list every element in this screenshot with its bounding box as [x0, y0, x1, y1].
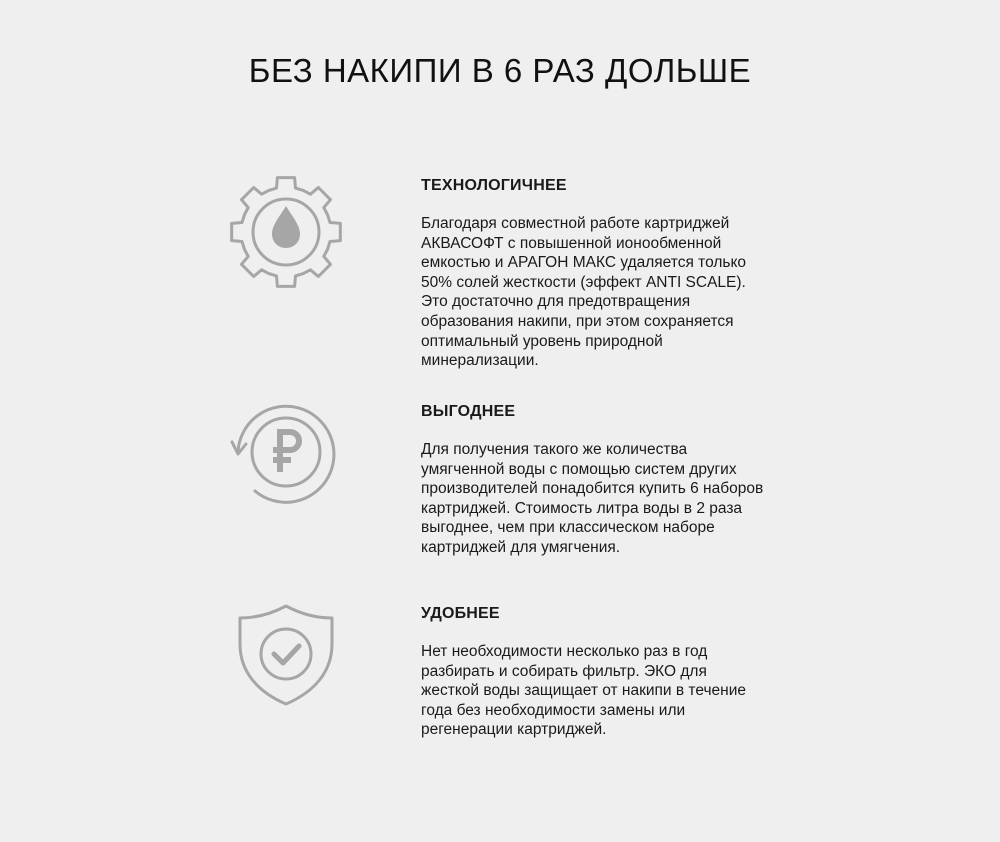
feature-text [421, 604, 811, 740]
feature-body: Нет необходимости несколько раз в год разбирать и собирать фильтр. ЭКО для жесткой воды защищает от накипи в течение года без необходимости замены или регенерации картриджей. [421, 643, 747, 739]
feature-text [421, 402, 811, 558]
page-title: БЕЗ НАКИПИ В 6 РАЗ ДОЛЬШЕ [248, 52, 752, 89]
ruble-coin-cycle-icon [228, 402, 344, 518]
shield-check-icon [228, 604, 344, 720]
feature-heading: ТЕХНОЛОГИЧНЕЕ [421, 177, 567, 194]
feature-heading: ВЫГОДНЕЕ [421, 403, 516, 420]
feature-body: Для получения такого же количества умягченной воды с помощью систем других производителей понадобится купить 6 наборов картриджей. Стоимость литра воды в 2 раза выгоднее, чем при классическом наборе картриджей для умягчения. [421, 441, 764, 556]
feature-heading: УДОБНЕЕ [421, 605, 500, 622]
feature-text [421, 176, 811, 371]
feature-body: Благодаря совместной работе картриджей АКВАСОФТ с повышенной ионообменной емкостью и АРАГОН МАКС удаляется только 50% солей жесткости (эффект ANTI SCALE). Это достаточно для предотвращения образования накипи, при этом сохраняется оптимальный уровень природной минерализации. [421, 215, 747, 370]
gear-water-drop-icon [228, 176, 344, 292]
